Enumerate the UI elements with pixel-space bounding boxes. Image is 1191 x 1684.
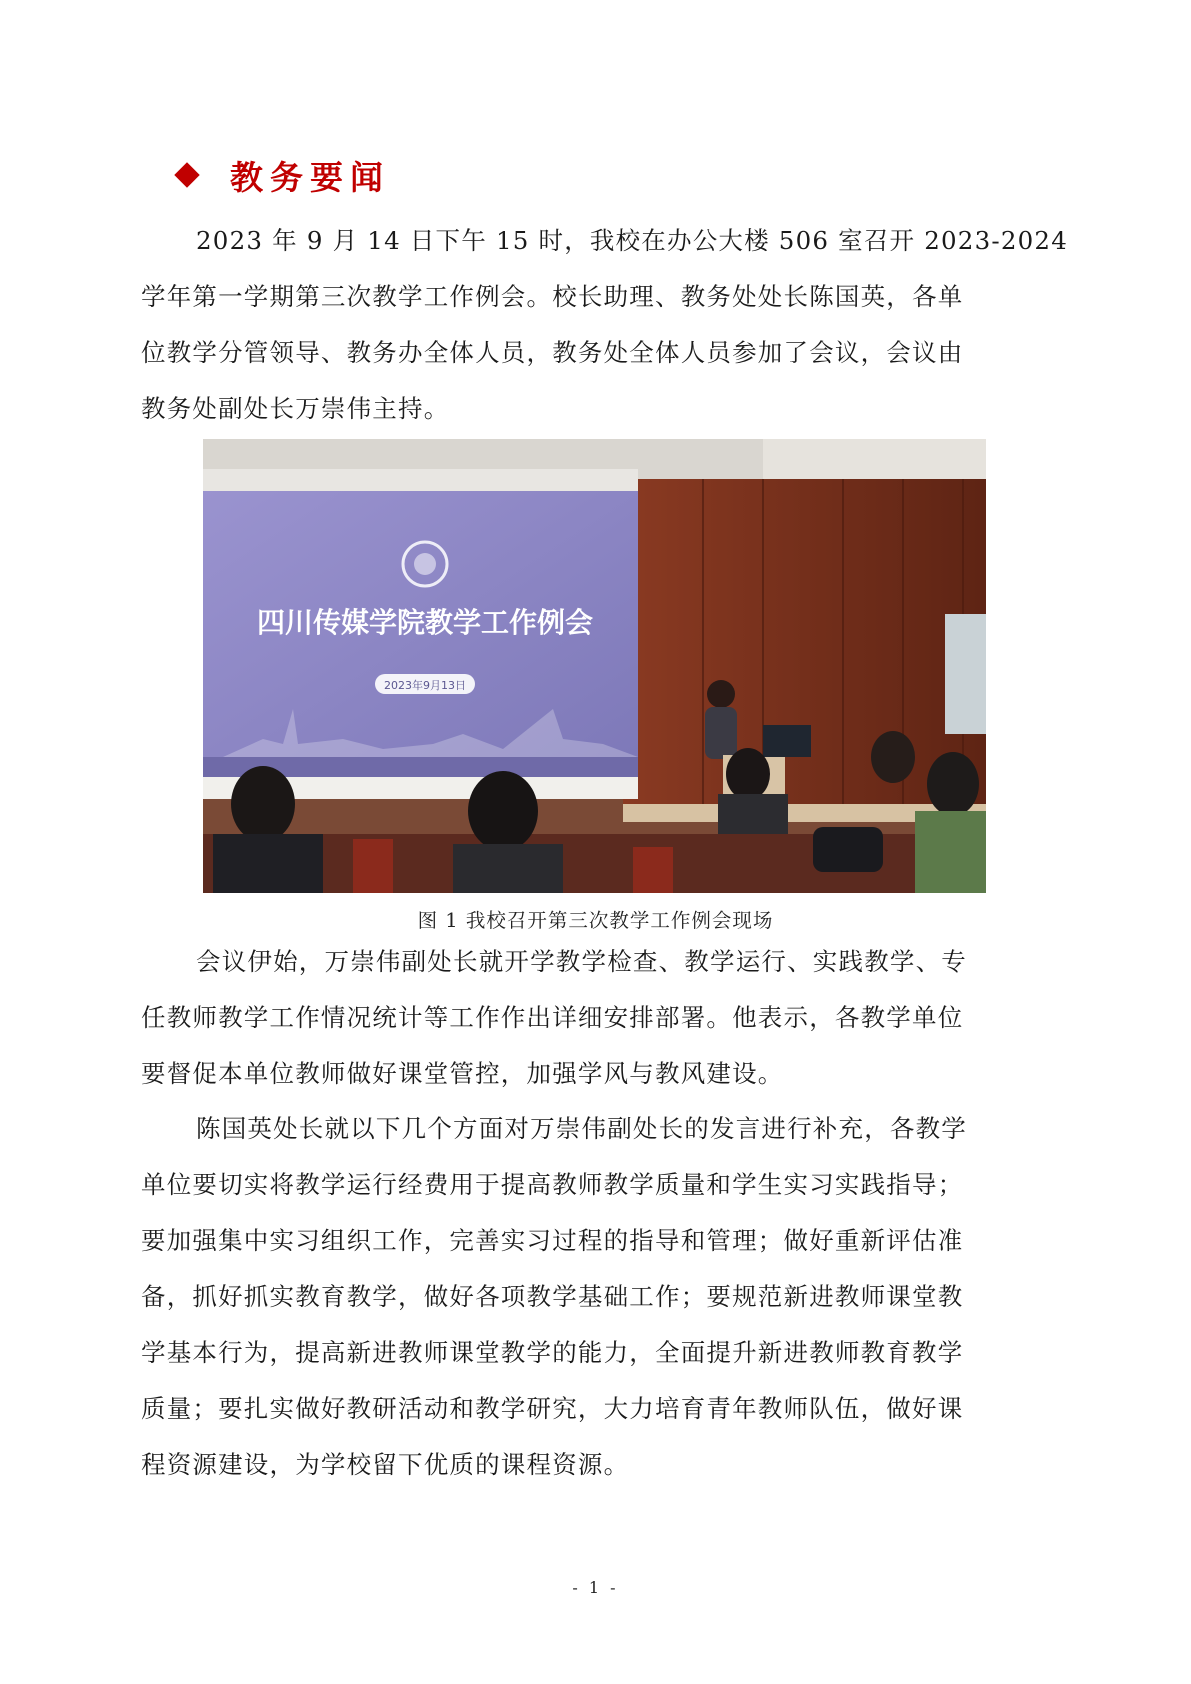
screen-date: 2023年9月13日 (384, 679, 466, 692)
paragraph-line: 单位要切实将教学运行经费用于提高教师教学质量和学生实习实践指导； (141, 1170, 964, 1199)
paragraph-line: 质量；要扎实做好教研活动和教学研究，大力培育青年教师队伍，做好课 (141, 1394, 964, 1423)
section-title: 教务要闻 (230, 157, 390, 197)
paragraph-line: 2023 年 9 月 14 日下午 15 时，我校在办公大楼 506 室召开 2023-2024 (196, 226, 1069, 255)
paragraph-line: 要督促本单位教师做好课堂管控，加强学风与教风建设。 (141, 1059, 784, 1088)
paragraph-line: 学基本行为，提高新进教师课堂教学的能力，全面提升新进教师教育教学 (141, 1338, 964, 1367)
paragraph-line: 位教学分管领导、教务办全体人员，教务处全体人员参加了会议，会议由 (141, 338, 964, 367)
figure-caption: 图 1 我校召开第三次教学工作例会现场 (417, 909, 774, 932)
paragraph-line: 要加强集中实习组织工作，完善实习过程的指导和管理；做好重新评估准 (141, 1226, 964, 1255)
paragraph-line: 任教师教学工作情况统计等工作作出详细安排部署。他表示，各教学单位 (141, 1003, 964, 1032)
paragraph-line: 陈国英处长就以下几个方面对万崇伟副处长的发言进行补充，各教学 (196, 1114, 967, 1143)
paragraph-line: 会议伊始，万崇伟副处长就开学教学检查、教学运行、实践教学、专 (196, 947, 967, 976)
screen-title: 四川传媒学院教学工作例会 (256, 606, 594, 639)
meeting-photo (203, 439, 986, 893)
paragraph-2 (141, 934, 1049, 1102)
section-heading (178, 150, 390, 200)
paragraph-line: 备，抓好抓实教育教学，做好各项教学基础工作；要规范新进教师课堂教 (141, 1282, 964, 1311)
paragraph-line: 学年第一学期第三次教学工作例会。校长助理、教务处处长陈国英，各单 (141, 282, 964, 311)
page-number: - 1 - (572, 1578, 619, 1597)
paragraph-line: 教务处副处长万崇伟主持。 (141, 394, 450, 423)
paragraph-line: 程资源建设，为学校留下优质的课程资源。 (141, 1450, 630, 1479)
meeting-photo-illustration (203, 439, 986, 893)
diamond-bullet-icon (174, 162, 199, 187)
paragraph-3 (141, 1101, 1049, 1493)
paragraph-1 (141, 213, 1069, 437)
